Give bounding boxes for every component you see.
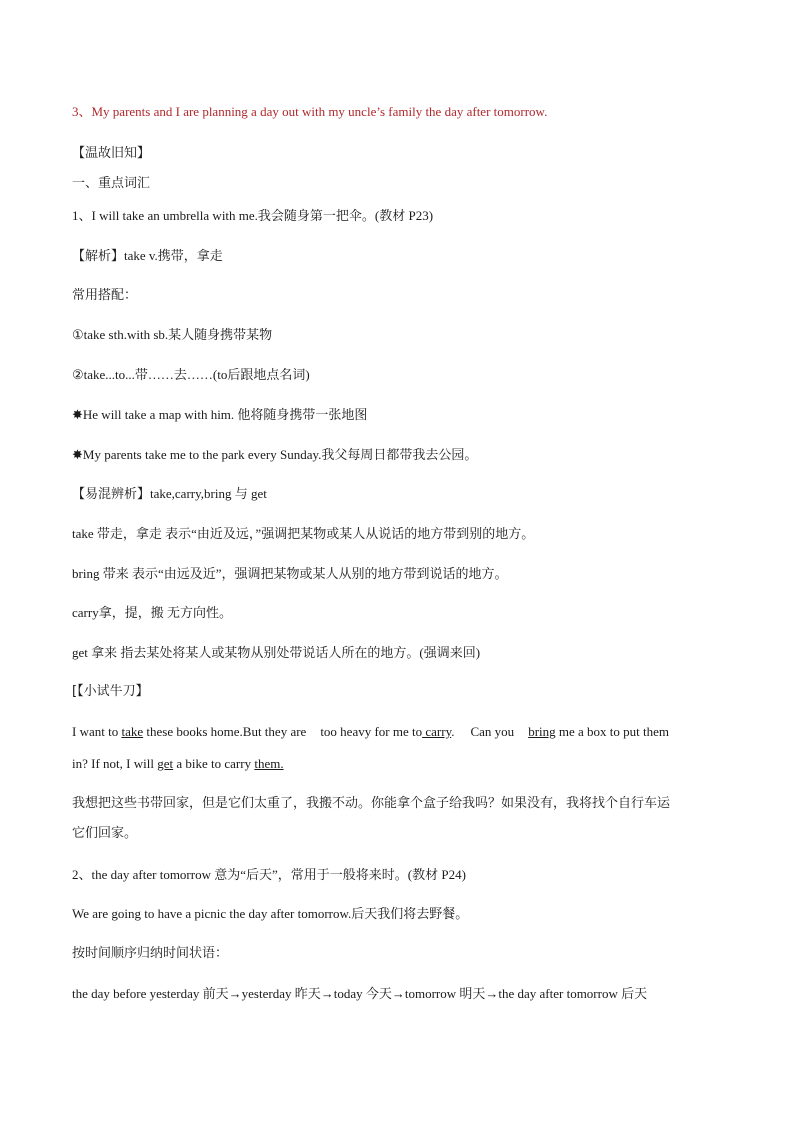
translation-line-1: 我想把这些书带回家，但是它们太重了，我搬不动。你能拿个盒子给我吗？如果没有，我将找个自行车运 (72, 796, 671, 811)
bring-explanation: bring 带来 表示“由远及近”，强调把某物或某人从别的地方带到说话的地方。 (72, 566, 508, 581)
ex-text-f: me a box to put them (555, 724, 670, 739)
time-sequence: the day before yesterday 前天→yesterday 昨天→today 今天→tomorrow 明天→the day after tomorrow 后天 (72, 986, 648, 1001)
exercise-line-2 (72, 756, 284, 772)
ex-text-h: a bike to carry (173, 756, 255, 771)
time-adverbials-label: 按时间顺序归纳时间状语： (72, 946, 229, 961)
answer-get: get (157, 756, 174, 771)
analysis-take: 【解析】take v.携带，拿走 (72, 248, 223, 263)
example-1: ✸He will take a map with him. 他将随身携带一张地图 (72, 407, 368, 422)
translation-line-2: 它们回家。 (72, 826, 138, 841)
ex-text-c: too heavy for me to (320, 724, 423, 739)
ex-text-b: these books home.But they are (143, 724, 307, 739)
practice-heading: [【小试牛刀】 (72, 684, 149, 699)
answer-carry: carry (422, 724, 452, 739)
get-explanation: get 拿来 指去某处将某人或某物从别处带说话人所在的地方。(强调来回) (72, 645, 481, 660)
vocab-item-2: 2、the day after tomorrow 意为“后天”，常用于一般将来时。(教材 P24) (72, 867, 466, 882)
vocab-item-1: 1、I will take an umbrella with me.我会随身第一把伞。(教材 P23) (72, 208, 434, 223)
answer-bring: bring (528, 724, 556, 739)
section-key-vocab-heading: 一、重点词汇 (72, 176, 151, 191)
common-collocations-label: 常用搭配： (72, 288, 138, 303)
ex-text-g: in? If not, I will (72, 756, 158, 771)
collocation-2: ②take...to...带……去……(to后跟地点名词) (72, 367, 310, 382)
ex-text-a: I want to (72, 724, 122, 739)
collocation-1: ①take sth.with sb.某人随身携带某物 (72, 327, 273, 342)
ex-text-e: Can you (470, 724, 515, 739)
example-picnic: We are going to have a picnic the day after tomorrow.后天我们将去野餐。 (72, 906, 469, 921)
take-explanation: take 带走，拿走 表示“由近及远，”强调把某物或某人从说话的地方带到别的地方。 (72, 526, 535, 541)
ex-text-d: . (451, 724, 455, 739)
section-review-heading: 【温故旧知】 (72, 146, 151, 161)
exercise-line-1 (72, 724, 669, 740)
sentence-3-heading: 3、My parents and I are planning a day out with my uncle’s family the day after tomorrow. (72, 104, 548, 119)
answer-take: take (121, 724, 144, 739)
example-2: ✸My parents take me to the park every Sunday.我父每周日都带我去公园。 (72, 447, 478, 462)
confusable-heading: 【易混辨析】take,carry,bring 与 get (72, 486, 267, 501)
answer-them: them. (254, 756, 284, 771)
carry-explanation: carry拿，提，搬 无方向性。 (72, 605, 232, 620)
